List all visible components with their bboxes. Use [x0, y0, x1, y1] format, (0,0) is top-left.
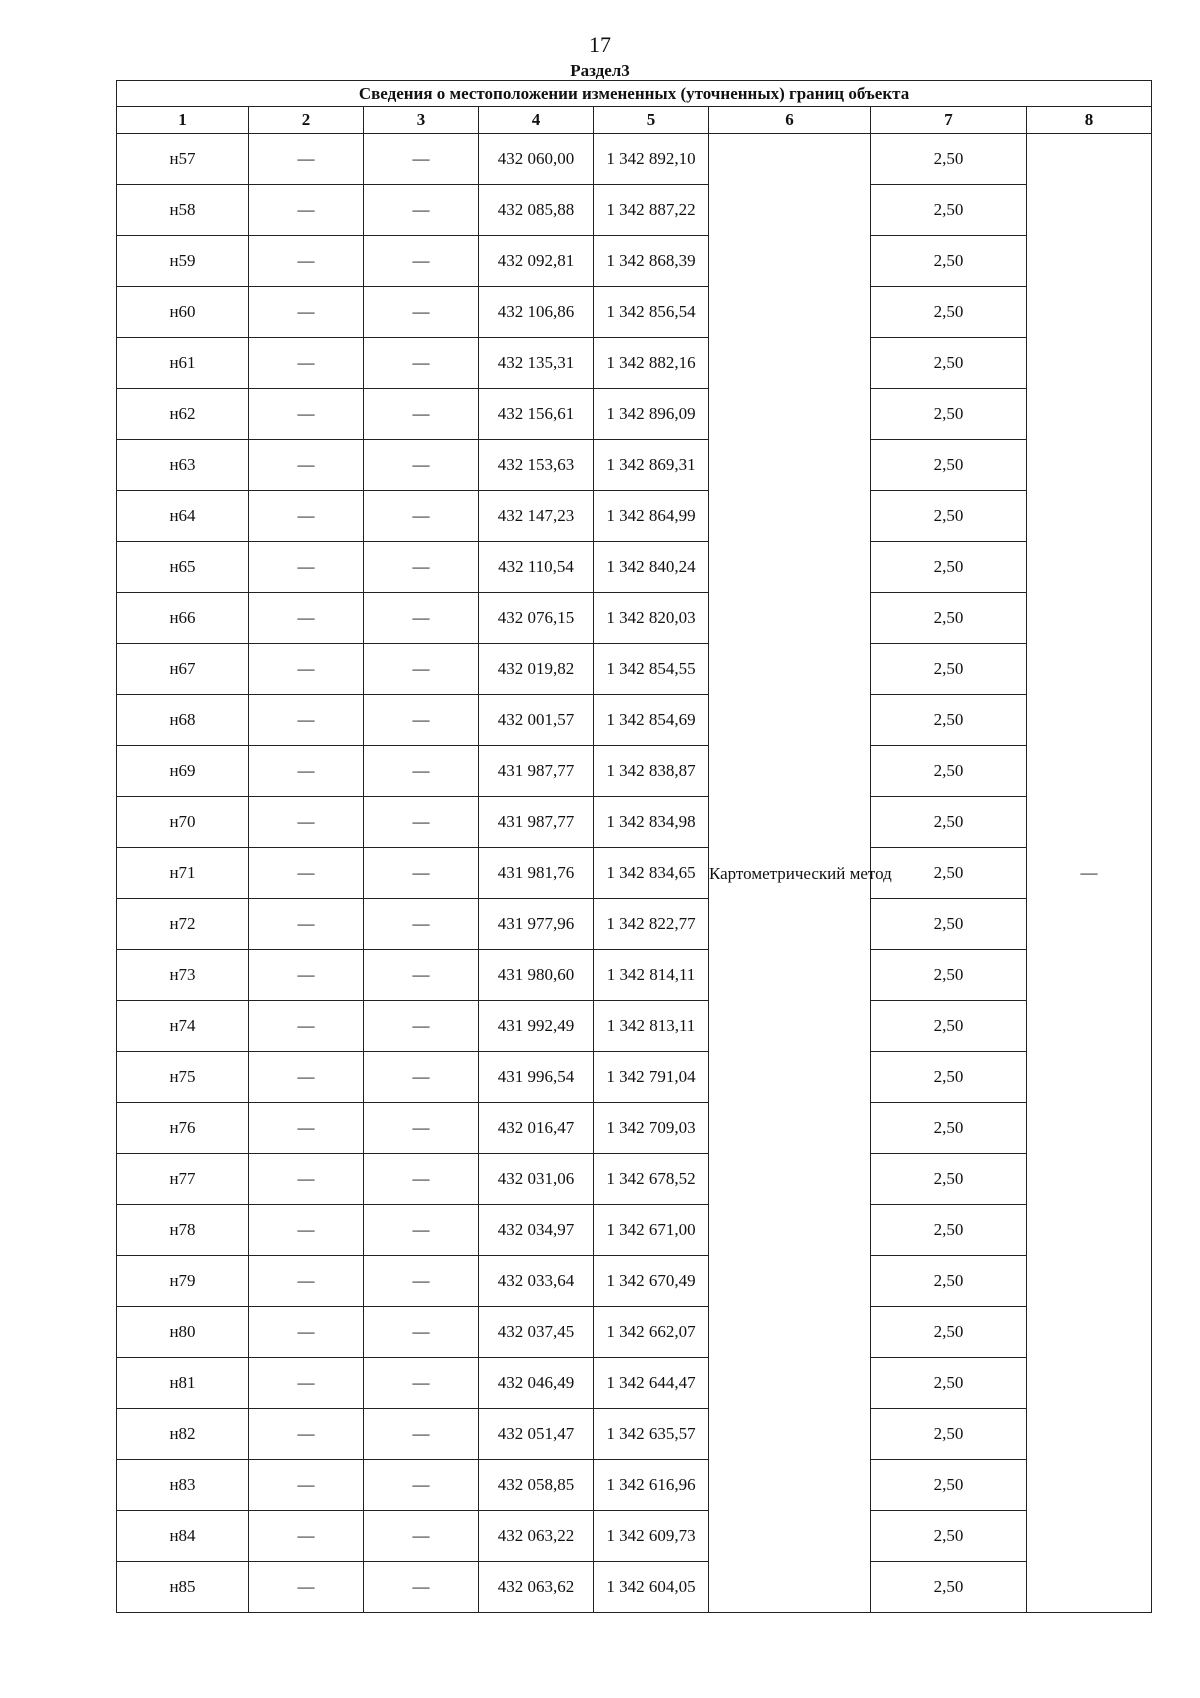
- column-3-cell: —: [364, 440, 479, 491]
- table-row: [117, 593, 1152, 644]
- accuracy-cell: 2,50: [871, 1001, 1027, 1052]
- column-3-cell: —: [364, 185, 479, 236]
- column-3-cell: —: [364, 1205, 479, 1256]
- table-row: [117, 491, 1152, 542]
- accuracy-cell: 2,50: [871, 1103, 1027, 1154]
- table-row: [117, 950, 1152, 1001]
- accuracy-cell: 2,50: [871, 695, 1027, 746]
- y-coordinate-cell: 1 342 834,65: [594, 848, 709, 899]
- accuracy-cell: 2,50: [871, 491, 1027, 542]
- point-name-cell: н69: [117, 746, 249, 797]
- x-coordinate-cell: 432 033,64: [479, 1256, 594, 1307]
- y-coordinate-cell: 1 342 892,10: [594, 134, 709, 185]
- column-3-cell: —: [364, 1103, 479, 1154]
- y-coordinate-cell: 1 342 644,47: [594, 1358, 709, 1409]
- x-coordinate-cell: 432 019,82: [479, 644, 594, 695]
- y-coordinate-cell: 1 342 814,11: [594, 950, 709, 1001]
- column-2-cell: —: [249, 1103, 364, 1154]
- y-coordinate-cell: 1 342 616,96: [594, 1460, 709, 1511]
- point-name-cell: н85: [117, 1562, 249, 1613]
- table-row: [117, 185, 1152, 236]
- y-coordinate-cell: 1 342 834,98: [594, 797, 709, 848]
- column-2-cell: —: [249, 1358, 364, 1409]
- accuracy-cell: 2,50: [871, 1154, 1027, 1205]
- table-row: [117, 389, 1152, 440]
- x-coordinate-cell: 431 981,76: [479, 848, 594, 899]
- column-2-cell: —: [249, 695, 364, 746]
- y-coordinate-cell: 1 342 813,11: [594, 1001, 709, 1052]
- method-cell: Картометрический метод: [709, 134, 871, 1613]
- section-title: Раздел3: [570, 61, 630, 80]
- x-coordinate-cell: 432 046,49: [479, 1358, 594, 1409]
- y-coordinate-cell: 1 342 678,52: [594, 1154, 709, 1205]
- point-name-cell: н65: [117, 542, 249, 593]
- y-coordinate-cell: 1 342 820,03: [594, 593, 709, 644]
- x-coordinate-cell: 431 992,49: [479, 1001, 594, 1052]
- accuracy-cell: 2,50: [871, 1511, 1027, 1562]
- y-coordinate-cell: 1 342 869,31: [594, 440, 709, 491]
- column-2-cell: —: [249, 848, 364, 899]
- column-2-cell: —: [249, 491, 364, 542]
- accuracy-cell: 2,50: [871, 542, 1027, 593]
- x-coordinate-cell: 432 110,54: [479, 542, 594, 593]
- column-2-cell: —: [249, 287, 364, 338]
- x-coordinate-cell: 432 156,61: [479, 389, 594, 440]
- x-coordinate-cell: 431 996,54: [479, 1052, 594, 1103]
- point-name-cell: н66: [117, 593, 249, 644]
- table-row: [117, 1358, 1152, 1409]
- column-2-cell: —: [249, 236, 364, 287]
- table-row: [117, 1562, 1152, 1613]
- table-row: [117, 1307, 1152, 1358]
- column-3-cell: —: [364, 338, 479, 389]
- point-name-cell: н60: [117, 287, 249, 338]
- column-header-4: 4: [479, 107, 594, 134]
- table-row: [117, 287, 1152, 338]
- column-3-cell: —: [364, 1154, 479, 1205]
- y-coordinate-cell: 1 342 838,87: [594, 746, 709, 797]
- table-row: [117, 695, 1152, 746]
- point-name-cell: н58: [117, 185, 249, 236]
- x-coordinate-cell: 432 037,45: [479, 1307, 594, 1358]
- x-coordinate-cell: 432 092,81: [479, 236, 594, 287]
- point-name-cell: н80: [117, 1307, 249, 1358]
- y-coordinate-cell: 1 342 635,57: [594, 1409, 709, 1460]
- column-2-cell: —: [249, 134, 364, 185]
- column-3-cell: —: [364, 491, 479, 542]
- accuracy-cell: 2,50: [871, 950, 1027, 1001]
- column-3-cell: —: [364, 134, 479, 185]
- table-row: [117, 1460, 1152, 1511]
- y-coordinate-cell: 1 342 868,39: [594, 236, 709, 287]
- column-3-cell: —: [364, 542, 479, 593]
- table-row: [117, 1511, 1152, 1562]
- column-3-cell: —: [364, 236, 479, 287]
- accuracy-cell: 2,50: [871, 440, 1027, 491]
- column-3-cell: —: [364, 644, 479, 695]
- column-3-cell: —: [364, 1562, 479, 1613]
- x-coordinate-cell: 432 031,06: [479, 1154, 594, 1205]
- accuracy-cell: 2,50: [871, 746, 1027, 797]
- column-2-cell: —: [249, 1409, 364, 1460]
- x-coordinate-cell: 432 106,86: [479, 287, 594, 338]
- column-3-cell: —: [364, 797, 479, 848]
- column-header-3: 3: [364, 107, 479, 134]
- column-2-cell: —: [249, 389, 364, 440]
- column-header-7: 7: [871, 107, 1027, 134]
- table-row: [117, 1052, 1152, 1103]
- x-coordinate-cell: 432 034,97: [479, 1205, 594, 1256]
- table-row: [117, 440, 1152, 491]
- column-2-cell: —: [249, 1052, 364, 1103]
- column-3-cell: —: [364, 695, 479, 746]
- y-coordinate-cell: 1 342 604,05: [594, 1562, 709, 1613]
- point-name-cell: н74: [117, 1001, 249, 1052]
- table-row: [117, 746, 1152, 797]
- x-coordinate-cell: 432 001,57: [479, 695, 594, 746]
- accuracy-cell: 2,50: [871, 1307, 1027, 1358]
- point-name-cell: н67: [117, 644, 249, 695]
- x-coordinate-cell: 432 058,85: [479, 1460, 594, 1511]
- y-coordinate-cell: 1 342 856,54: [594, 287, 709, 338]
- accuracy-cell: 2,50: [871, 236, 1027, 287]
- column-8-cell: —: [1027, 134, 1152, 1613]
- accuracy-cell: 2,50: [871, 389, 1027, 440]
- column-header-2: 2: [249, 107, 364, 134]
- point-name-cell: н73: [117, 950, 249, 1001]
- column-3-cell: —: [364, 593, 479, 644]
- point-name-cell: н61: [117, 338, 249, 389]
- point-name-cell: н77: [117, 1154, 249, 1205]
- column-2-cell: —: [249, 899, 364, 950]
- y-coordinate-cell: 1 342 822,77: [594, 899, 709, 950]
- point-name-cell: н71: [117, 848, 249, 899]
- table-row: [117, 1256, 1152, 1307]
- x-coordinate-cell: 432 085,88: [479, 185, 594, 236]
- point-name-cell: н79: [117, 1256, 249, 1307]
- column-2-cell: —: [249, 797, 364, 848]
- column-3-cell: —: [364, 746, 479, 797]
- x-coordinate-cell: 431 987,77: [479, 797, 594, 848]
- y-coordinate-cell: 1 342 709,03: [594, 1103, 709, 1154]
- column-3-cell: —: [364, 1460, 479, 1511]
- accuracy-cell: 2,50: [871, 1562, 1027, 1613]
- column-3-cell: —: [364, 899, 479, 950]
- column-3-cell: —: [364, 287, 479, 338]
- point-name-cell: н63: [117, 440, 249, 491]
- accuracy-cell: 2,50: [871, 338, 1027, 389]
- y-coordinate-cell: 1 342 882,16: [594, 338, 709, 389]
- x-coordinate-cell: 432 153,63: [479, 440, 594, 491]
- point-name-cell: н84: [117, 1511, 249, 1562]
- column-3-cell: —: [364, 950, 479, 1001]
- column-header-8: 8: [1027, 107, 1152, 134]
- column-2-cell: —: [249, 593, 364, 644]
- point-name-cell: н72: [117, 899, 249, 950]
- boundary-coordinates-table: [116, 80, 1152, 1613]
- table-row: [117, 1205, 1152, 1256]
- column-2-cell: —: [249, 1001, 364, 1052]
- column-3-cell: —: [364, 1358, 479, 1409]
- column-3-cell: —: [364, 848, 479, 899]
- table-title: Сведения о местоположении измененных (уточненных) границ объекта: [117, 81, 1152, 107]
- accuracy-cell: 2,50: [871, 848, 1027, 899]
- column-3-cell: —: [364, 1001, 479, 1052]
- x-coordinate-cell: 432 147,23: [479, 491, 594, 542]
- column-2-cell: —: [249, 1562, 364, 1613]
- point-name-cell: н62: [117, 389, 249, 440]
- accuracy-cell: 2,50: [871, 185, 1027, 236]
- accuracy-cell: 2,50: [871, 1358, 1027, 1409]
- y-coordinate-cell: 1 342 840,24: [594, 542, 709, 593]
- y-coordinate-cell: 1 342 662,07: [594, 1307, 709, 1358]
- point-name-cell: н64: [117, 491, 249, 542]
- accuracy-cell: 2,50: [871, 1409, 1027, 1460]
- column-2-cell: —: [249, 746, 364, 797]
- point-name-cell: н57: [117, 134, 249, 185]
- column-2-cell: —: [249, 185, 364, 236]
- y-coordinate-cell: 1 342 671,00: [594, 1205, 709, 1256]
- table-row: [117, 542, 1152, 593]
- x-coordinate-cell: 432 016,47: [479, 1103, 594, 1154]
- column-2-cell: —: [249, 1154, 364, 1205]
- column-3-cell: —: [364, 1052, 479, 1103]
- x-coordinate-cell: 431 987,77: [479, 746, 594, 797]
- accuracy-cell: 2,50: [871, 797, 1027, 848]
- table-row: [117, 797, 1152, 848]
- y-coordinate-cell: 1 342 854,69: [594, 695, 709, 746]
- accuracy-cell: 2,50: [871, 899, 1027, 950]
- accuracy-cell: 2,50: [871, 1256, 1027, 1307]
- point-name-cell: н81: [117, 1358, 249, 1409]
- table-row: [117, 236, 1152, 287]
- column-2-cell: —: [249, 950, 364, 1001]
- column-3-cell: —: [364, 1307, 479, 1358]
- table-row: [117, 1154, 1152, 1205]
- table-row: [117, 899, 1152, 950]
- table-row: [117, 1409, 1152, 1460]
- column-number-row: [117, 107, 1152, 134]
- table-row: [117, 1103, 1152, 1154]
- table-row: [117, 1001, 1152, 1052]
- x-coordinate-cell: 432 063,62: [479, 1562, 594, 1613]
- table-body: [117, 134, 1152, 1613]
- column-header-5: 5: [594, 107, 709, 134]
- column-header-1: 1: [117, 107, 249, 134]
- column-3-cell: —: [364, 1511, 479, 1562]
- x-coordinate-cell: 432 051,47: [479, 1409, 594, 1460]
- point-name-cell: н75: [117, 1052, 249, 1103]
- column-2-cell: —: [249, 644, 364, 695]
- column-2-cell: —: [249, 1460, 364, 1511]
- point-name-cell: н82: [117, 1409, 249, 1460]
- table-title-row: [117, 81, 1152, 107]
- y-coordinate-cell: 1 342 864,99: [594, 491, 709, 542]
- column-2-cell: —: [249, 1205, 364, 1256]
- column-3-cell: —: [364, 1256, 479, 1307]
- accuracy-cell: 2,50: [871, 1460, 1027, 1511]
- x-coordinate-cell: 432 063,22: [479, 1511, 594, 1562]
- accuracy-cell: 2,50: [871, 593, 1027, 644]
- y-coordinate-cell: 1 342 896,09: [594, 389, 709, 440]
- x-coordinate-cell: 432 135,31: [479, 338, 594, 389]
- column-3-cell: —: [364, 389, 479, 440]
- point-name-cell: н70: [117, 797, 249, 848]
- table-row: [117, 848, 1152, 899]
- point-name-cell: н76: [117, 1103, 249, 1154]
- table-row: [117, 644, 1152, 695]
- table-row: [117, 338, 1152, 389]
- column-2-cell: —: [249, 1511, 364, 1562]
- point-name-cell: н59: [117, 236, 249, 287]
- table-row: [117, 134, 1152, 185]
- column-header-6: 6: [709, 107, 871, 134]
- point-name-cell: н68: [117, 695, 249, 746]
- y-coordinate-cell: 1 342 854,55: [594, 644, 709, 695]
- accuracy-cell: 2,50: [871, 1052, 1027, 1103]
- x-coordinate-cell: 431 980,60: [479, 950, 594, 1001]
- point-name-cell: н83: [117, 1460, 249, 1511]
- y-coordinate-cell: 1 342 887,22: [594, 185, 709, 236]
- page-number: 17: [589, 32, 611, 57]
- column-2-cell: —: [249, 440, 364, 491]
- accuracy-cell: 2,50: [871, 287, 1027, 338]
- accuracy-cell: 2,50: [871, 644, 1027, 695]
- y-coordinate-cell: 1 342 791,04: [594, 1052, 709, 1103]
- column-2-cell: —: [249, 1307, 364, 1358]
- point-name-cell: н78: [117, 1205, 249, 1256]
- y-coordinate-cell: 1 342 609,73: [594, 1511, 709, 1562]
- x-coordinate-cell: 432 060,00: [479, 134, 594, 185]
- accuracy-cell: 2,50: [871, 1205, 1027, 1256]
- x-coordinate-cell: 432 076,15: [479, 593, 594, 644]
- column-2-cell: —: [249, 1256, 364, 1307]
- column-2-cell: —: [249, 338, 364, 389]
- accuracy-cell: 2,50: [871, 134, 1027, 185]
- column-2-cell: —: [249, 542, 364, 593]
- x-coordinate-cell: 431 977,96: [479, 899, 594, 950]
- column-3-cell: —: [364, 1409, 479, 1460]
- y-coordinate-cell: 1 342 670,49: [594, 1256, 709, 1307]
